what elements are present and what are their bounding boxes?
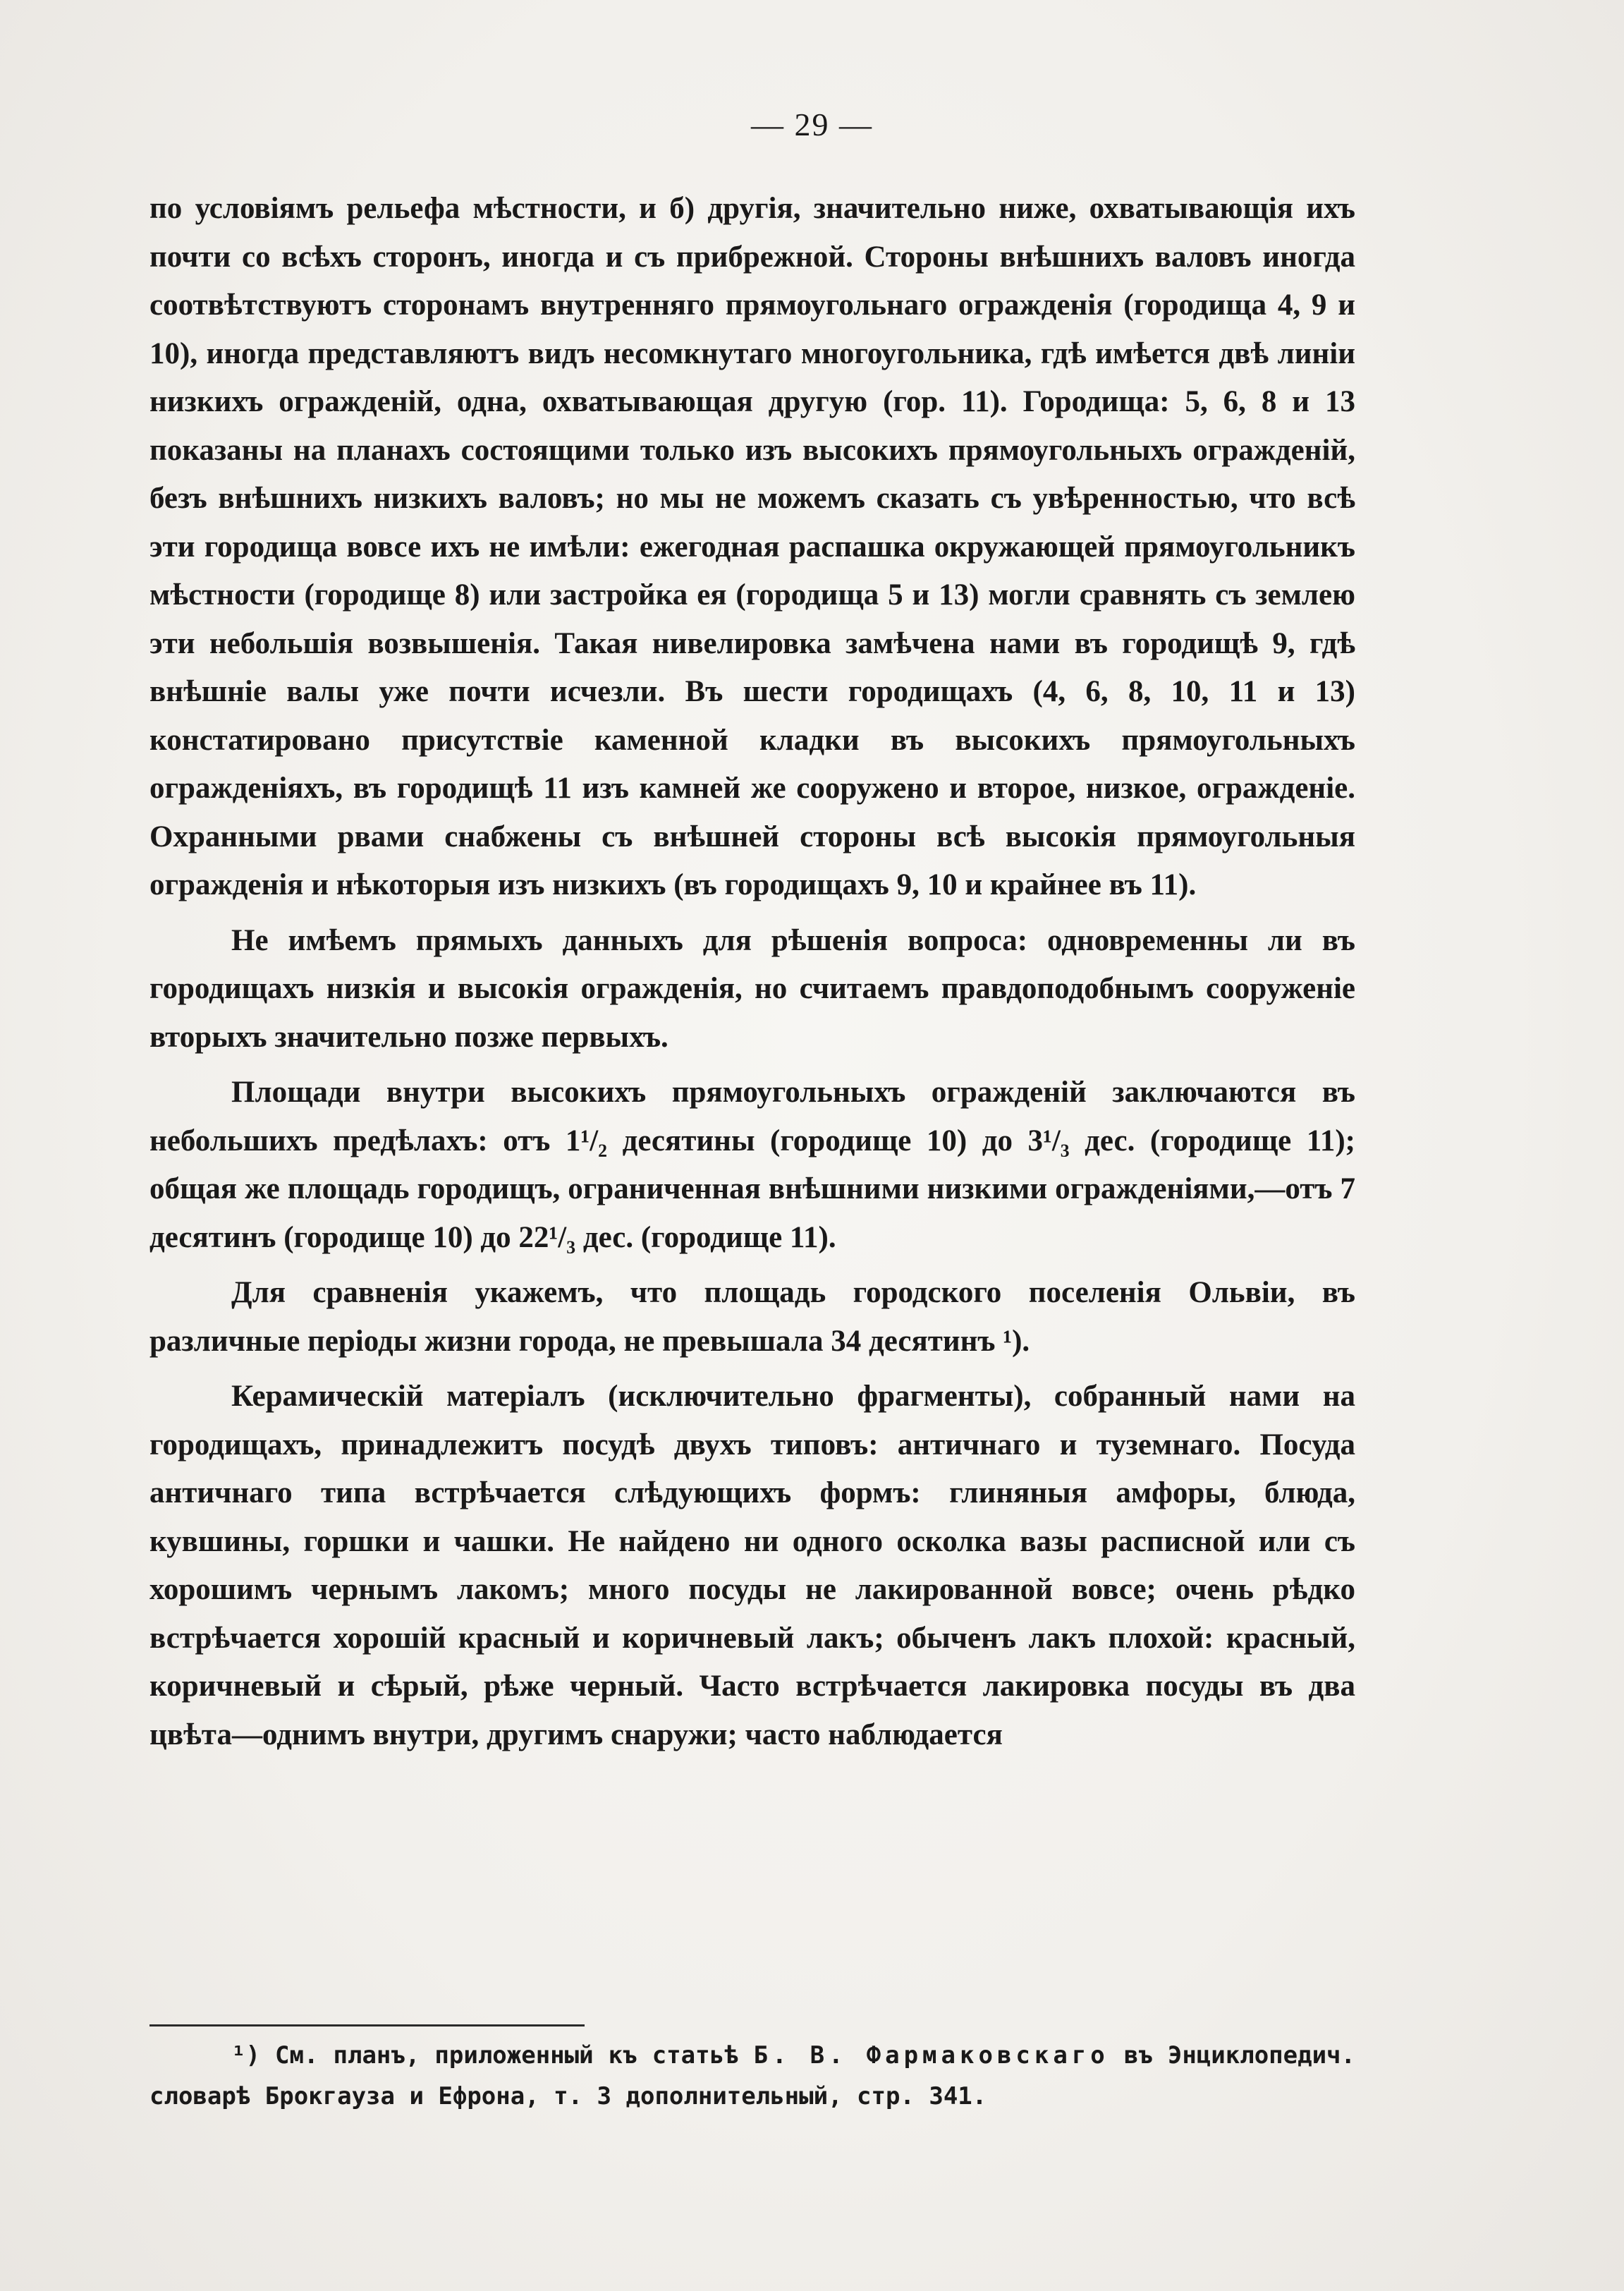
paragraph-4: Для сравненія укажемъ, что площадь городского поселенія Ольвіи, въ различные періоды жизни города, не превышала 34 десятинъ ¹). — [149, 1276, 1355, 1358]
paragraph-3: Площади внутри высокихъ прямоугольныхъ огражденій заключаются въ небольшихъ предѣлахъ: отъ 1¹/₂ десятины (городище 10) до 3¹/₃ дес. (городище 11); общая же площадь городищъ, ограниченная внѣшними низкими огражденіями,—отъ 7 десятинъ (городище 10) до 22¹/₃ дес. (городище 11). — [149, 1076, 1355, 1254]
footnote-marker: ¹) — [231, 2041, 260, 2070]
paragraph-5: Керамическій матеріалъ (исключительно фрагменты), собранный нами на городищахъ, принадлежитъ посудѣ двухъ типовъ: античнаго и туземнаго. Посуда античнаго типа встрѣчается слѣдующихъ формъ: глиняныя амфоры, блюда, кувшины, горшки и чашки. Не найдено ни одного осколка вазы расписной или съ хорошимъ чернымъ лакомъ; много посуды не лакированной вовсе; очень рѣдко встрѣчается хорошій красный и коричневый лакъ; обыченъ лакъ плохой: красный, коричневый и сѣрый, рѣже черный. Часто встрѣчается лакировка посуды въ два цвѣта—однимъ внутри, другимъ снаружи; часто наблюдается — [149, 1380, 1355, 1751]
footnote-author: Б. В. Фармаковскаго — [753, 2041, 1109, 2070]
footnote-1 — [149, 2035, 1355, 2117]
main-text — [149, 185, 1355, 1759]
paragraph-2: Не имѣемъ прямыхъ данныхъ для рѣшенія вопроса: одновременны ли въ городищахъ низкія и высокія огражденія, но считаемъ правдоподобнымъ сооруженіе вторыхъ значительно позже первыхъ. — [149, 923, 1355, 1054]
footnote-text-before: См. планъ, приложенный къ статьѣ — [260, 2041, 754, 2070]
footnote-text-after: въ Энциклопедич. словарѣ Брокгауза и Ефрона, т. 3 дополнительный, стр. 341. — [149, 2041, 1355, 2110]
footnotes — [149, 2035, 1355, 2117]
paragraph-1: по условіямъ рельефа мѣстности, и б) другія, значительно ниже, охватывающія ихъ почти со всѣхъ сторонъ, иногда и съ прибрежной. Стороны внѣшнихъ валовъ иногда соотвѣтствуютъ сторонамъ внутренняго прямоугольнаго огражденія (городища 4, 9 и 10), иногда представляютъ видъ несомкнутаго многоугольника, гдѣ имѣется двѣ линіи низкихъ огражденій, одна, охватывающая другую (гор. 11). Городища: 5, 6, 8 и 13 показаны на планахъ состоящими только изъ высокихъ прямоугольныхъ огражденій, безъ внѣшнихъ низкихъ валовъ; но мы не можемъ сказать съ увѣренностью, что всѣ эти городища вовсе ихъ не имѣли: ежегодная распашка окружающей прямоугольникъ мѣстности (городище 8) или застройка ея (городища 5 и 13) могли сравнять съ землею эти небольшія возвышенія. Такая нивелировка замѣчена нами въ городищѣ 9, гдѣ внѣшніе валы уже почти исчезли. Въ шести городищахъ (4, 6, 8, 10, 11 и 13) констатировано присутствіе каменной кладки въ высокихъ прямоугольныхъ огражденіяхъ, въ городищѣ 11 изъ камней же сооружено и второе, низкое, огражденіе. Охранными рвами снабжены съ внѣшней стороны всѣ высокія прямоугольныя огражденія и нѣкоторыя изъ низкихъ (въ городищахъ 9, 10 и крайнее въ 11). — [149, 192, 1355, 901]
footnote-divider — [149, 2024, 585, 2026]
page-number-header: — 29 — — [751, 107, 873, 142]
